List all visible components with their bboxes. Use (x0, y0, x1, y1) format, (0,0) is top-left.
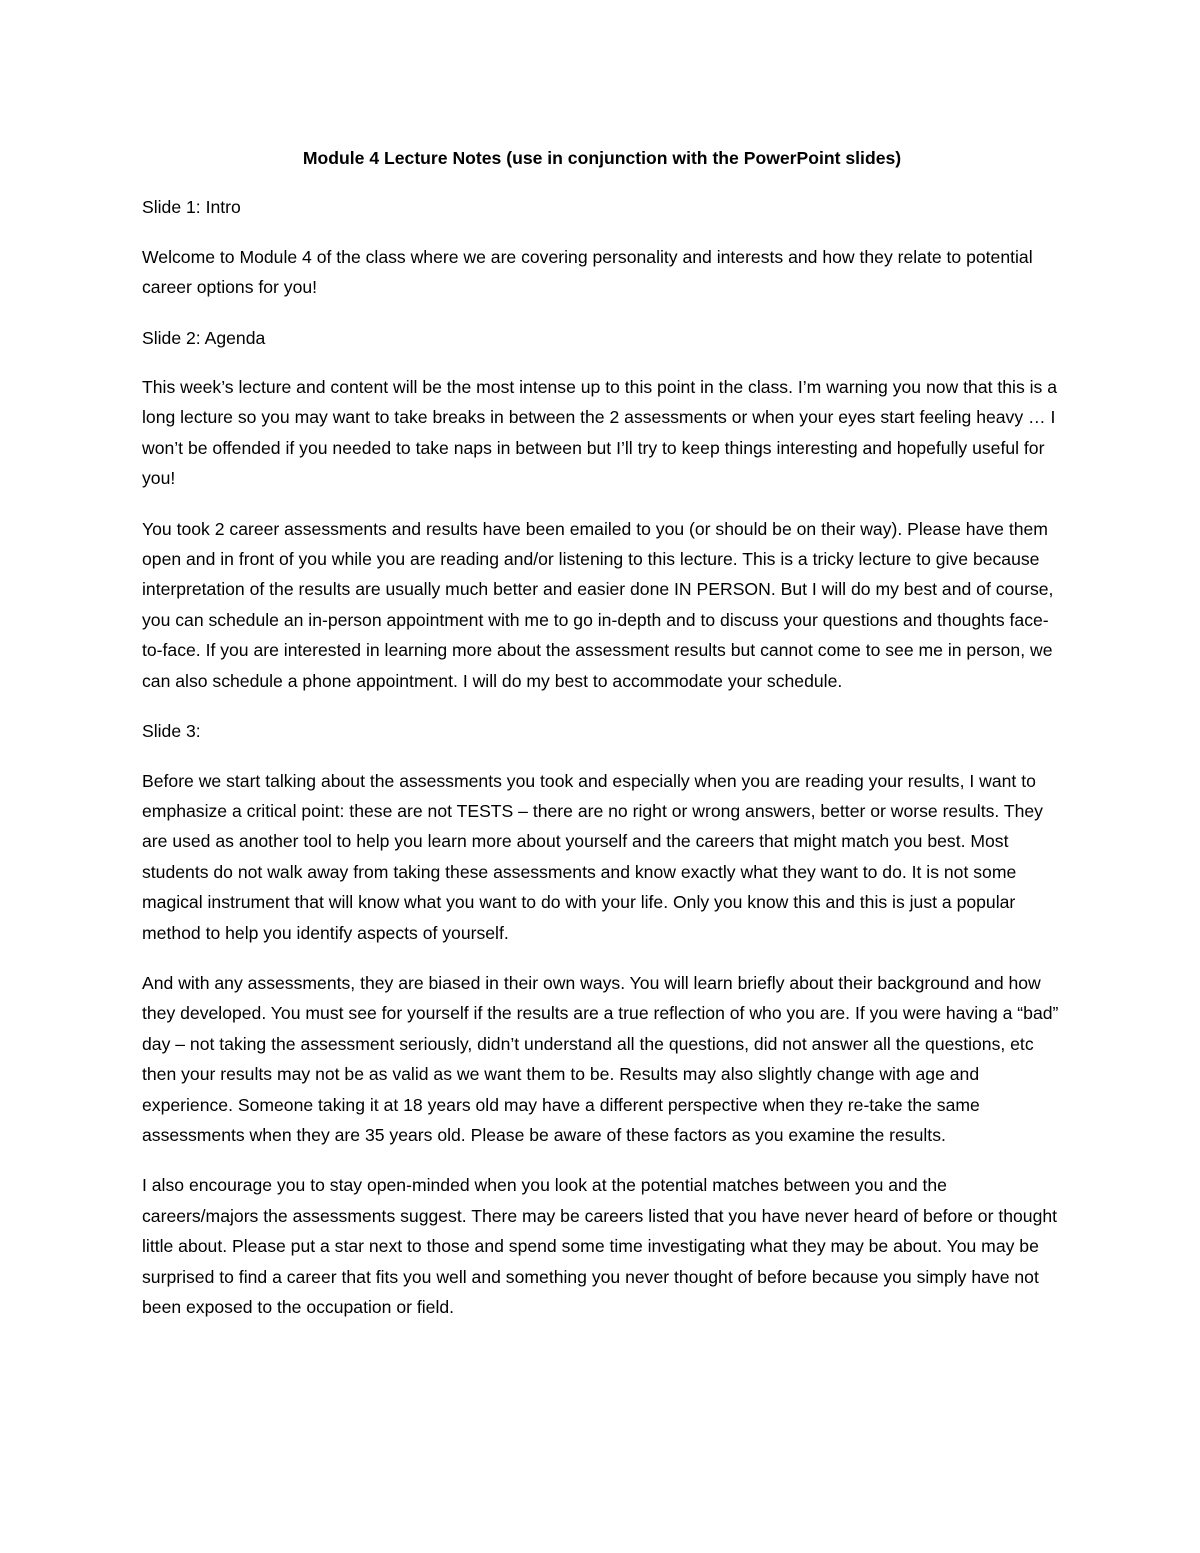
slide-3-heading: Slide 3: (142, 721, 201, 742)
slide-1-heading: Slide 1: Intro (142, 197, 241, 218)
slide-2-paragraph-1: This week’s lecture and content will be the most intense up to this point in the class. I’m warning you now that this is a long lecture so you may want to take breaks in between the 2 assessments or when your eyes start feeling heavy … I won’t be offended if you needed to take naps in between but I’ll try to keep things interesting and hopefully useful for you! (142, 377, 1058, 489)
slide-2-heading: Slide 2: Agenda (142, 327, 266, 348)
slide-2-paragraph-2: You took 2 career assessments and results have been emailed to you (or should be on their way). Please have them open and in front of you while you are reading and/or listening to this lecture. This is a tricky lecture to give because interpretation of the results are usually much better and easier done IN PERSON. But I will do my best and of course, you can schedule an in-person appointment with me to go in-depth and to discuss your questions and thoughts face-to-face. If you are interested in learning more about the assessment results but cannot come to see me in person, we can also schedule a phone appointment. I will do my best to accommodate your schedule. (142, 518, 1054, 691)
document-title: Module 4 Lecture Notes (use in conjunction with the PowerPoint slides) (302, 148, 902, 168)
slide-3-paragraph-3: I also encourage you to stay open-minded when you look at the potential matches between you and the careers/majors the assessments suggest. There may be careers listed that you have never heard of before or thought little about. Please put a star next to those and spend some time investigating what they may be about. You may be surprised to find a career that fits you well and something you never thought of before because you simply have not been exposed to the occupation or field. (142, 1175, 1058, 1317)
slide-3-paragraph-2: And with any assessments, they are biased in their own ways. You will learn briefly about their background and how they developed. You must see for yourself if the results are a true reflection of who you are. If you were having a “bad” day – not taking the assessment seriously, didn’t understand all the questions, did not answer all the questions, etc then your results may not be as valid as we want them to be. Results may also slightly change with age and experience. Someone taking it at 18 years old may have a different perspective when they re-take the same assessments when they are 35 years old. Please be aware of these factors as you examine the results. (142, 972, 1059, 1145)
slide-3-paragraph-1: Before we start talking about the assessments you took and especially when you are reading your results, I want to emphasize a critical point: these are not TESTS – there are no right or wrong answers, better or worse results. They are used as another tool to help you learn more about yourself and the careers that might match you best. Most students do not walk away from taking these assessments and know exactly what they want to do. It is not some magical instrument that will know what you want to do with your life. Only you know this and this is just a popular method to help you identify aspects of yourself. (142, 770, 1043, 943)
slide-1-paragraph: Welcome to Module 4 of the class where we are covering personality and interests and how they relate to potential career options for you! (142, 246, 1033, 298)
document-body (142, 143, 1062, 1342)
